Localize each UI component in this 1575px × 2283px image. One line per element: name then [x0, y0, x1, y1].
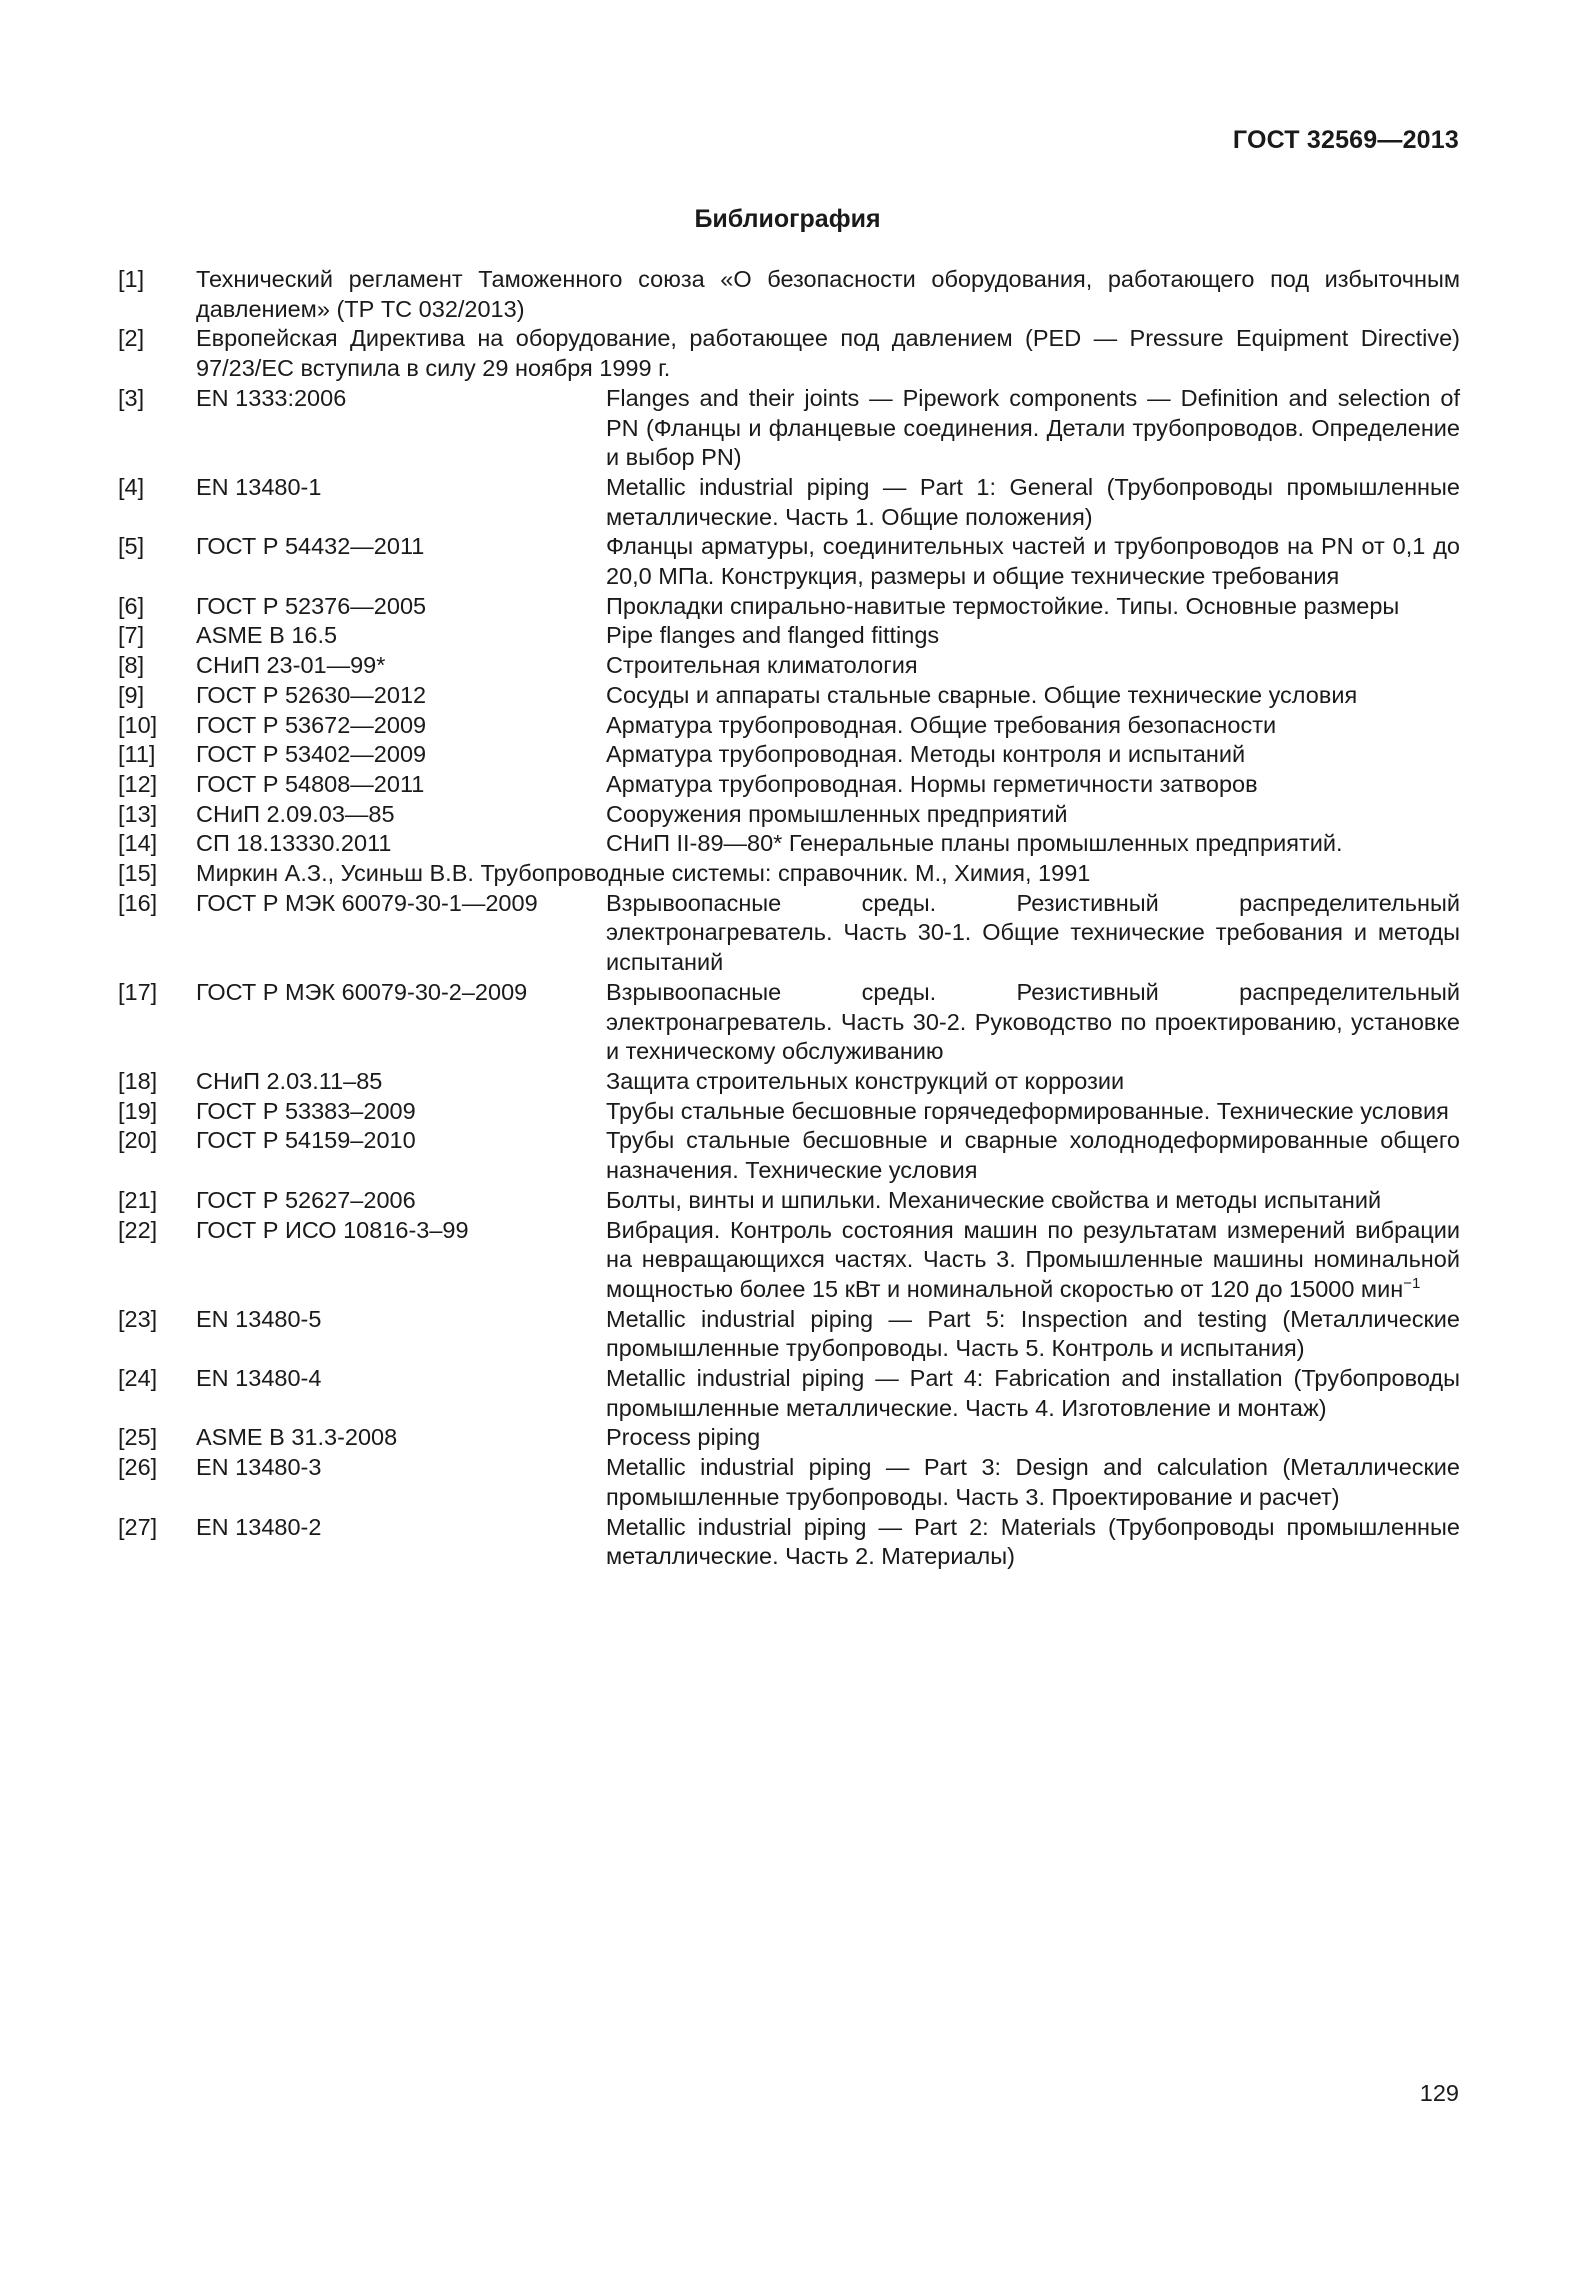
entry-code: СНиП 23-01—99*	[196, 652, 386, 679]
bibliography-entry	[118, 1126, 1460, 1185]
entry-code: СП 18.13330.2011	[196, 830, 392, 857]
entry-text	[606, 711, 1460, 741]
entry-number: [23]	[118, 1305, 158, 1332]
bibliography-entry	[118, 889, 1460, 978]
entry-text-content: Трубы стальные бесшовные горячедеформированные. Технические условия	[606, 1097, 1449, 1124]
entry-number: [16]	[118, 889, 158, 916]
entry-text	[606, 829, 1460, 859]
entry-number: [2]	[118, 325, 145, 352]
entry-code: ГОСТ Р МЭК 60079-30-1—2009	[196, 889, 538, 916]
entry-number: [5]	[118, 533, 145, 560]
entry-text-content: Metallic industrial piping — Part 3: Design and calculation (Металлические промышленные трубопроводы. Часть 3. Проектирование и расчет)	[606, 1454, 1460, 1510]
entry-number: [11]	[118, 741, 156, 768]
entry-text-content: Болты, винты и шпильки. Механические свойства и методы испытаний	[606, 1186, 1382, 1213]
entry-text-content: Фланцы арматуры, соединительных частей и трубопроводов на PN от 0,1 до 20,0 МПа. Конструкция, размеры и общие технические требования	[606, 533, 1460, 590]
bibliography-entry	[118, 1364, 1460, 1423]
entry-number: [3]	[118, 384, 145, 411]
bibliography-entry	[118, 859, 1460, 889]
entry-number: [18]	[118, 1067, 158, 1094]
entry-code: EN 1333:2006	[196, 384, 347, 411]
entry-number: [19]	[118, 1097, 158, 1124]
entry-number: [14]	[118, 830, 158, 857]
entry-code: ГОСТ Р 52376—2005	[196, 592, 427, 619]
entry-text	[606, 740, 1460, 770]
bibliography-entry	[118, 770, 1460, 800]
entry-code: ГОСТ Р 52630—2012	[196, 681, 427, 708]
entry-code: ASME B 31.3-2008	[196, 1424, 398, 1451]
entry-number: [15]	[118, 860, 158, 887]
bibliography-entry	[118, 621, 1460, 651]
entry-text	[606, 1305, 1460, 1364]
entry-text-content: Metallic industrial piping — Part 5: Inspection and testing (Металлические промышленные трубопроводы. Часть 5. Контроль и испытания)	[606, 1305, 1460, 1362]
bibliography-entry	[118, 1216, 1460, 1305]
entry-text	[606, 1453, 1460, 1512]
entry-text	[606, 1126, 1460, 1185]
entry-text	[606, 384, 1460, 473]
entry-text-content: Взрывоопасные среды. Резистивный распределительный электронагреватель. Часть 30-1. Общие технические требования и методы испытаний	[606, 889, 1460, 976]
entry-text-content: Миркин А.З., Усиньш В.В. Трубопроводные системы: справочник. М., Химия, 1991	[196, 860, 1091, 887]
entry-text-content: СНиП II-89—80* Генеральные планы промышленных предприятий.	[606, 830, 1343, 857]
bibliography-entry	[118, 711, 1460, 741]
entry-superscript: −1	[1403, 1275, 1421, 1293]
bibliography-entry	[118, 1097, 1460, 1127]
entry-text	[606, 473, 1460, 532]
entry-text	[606, 532, 1460, 591]
entry-text-content: Сосуды и аппараты стальные сварные. Общие технические условия	[606, 681, 1358, 708]
entry-number: [17]	[118, 978, 158, 1005]
bibliography-entry	[118, 829, 1460, 859]
entry-code: ГОСТ Р 54432—2011	[196, 533, 425, 560]
bibliography-entry	[118, 1305, 1460, 1364]
bibliography-entry	[118, 265, 1460, 324]
entry-number: [21]	[118, 1186, 158, 1213]
entry-text	[606, 1067, 1460, 1097]
entry-number: [12]	[118, 770, 158, 797]
entry-number: [6]	[118, 592, 145, 619]
entry-text	[606, 1423, 1460, 1453]
entry-text	[196, 859, 1460, 889]
bibliography-entry	[118, 1453, 1460, 1512]
entry-text	[606, 621, 1460, 651]
entry-number: [9]	[118, 681, 145, 708]
entry-code: ГОСТ Р ИСО 10816-3–99	[196, 1216, 469, 1243]
entry-text-content: Pipe flanges and flanged fittings	[606, 622, 940, 649]
entry-text-content: Сооружения промышленных предприятий	[606, 800, 1068, 827]
bibliography-entry	[118, 592, 1460, 622]
bibliography-entry	[118, 532, 1460, 591]
entry-text-content: Защита строительных конструкций от коррозии	[606, 1067, 1125, 1094]
entry-code: СНиП 2.03.11–85	[196, 1067, 383, 1094]
entry-text-content: Европейская Директива на оборудование, работающее под давлением (PED — Pressure Equipment Directive) 97/23/EC вступила в силу 29 ноября 1999 г.	[196, 325, 1460, 382]
entry-code: ГОСТ Р 53383–2009	[196, 1097, 416, 1124]
entry-text-content: Вибрация. Контроль состояния машин по результатам измерений вибрации на невращающихся частях. Часть 3. Промышленные машины номинальной мощностью более 15 кВт и номинальной скоростью от 120 до 15000 мин	[606, 1216, 1460, 1302]
entry-code: СНиП 2.09.03—85	[196, 800, 395, 827]
bibliography-entry	[118, 681, 1460, 711]
entry-code: ГОСТ Р 53402—2009	[196, 741, 427, 768]
entry-number: [1]	[118, 266, 145, 292]
entry-code: ГОСТ Р 52627–2006	[196, 1186, 416, 1213]
page-number: 129	[1419, 2080, 1459, 2106]
entry-text	[606, 978, 1460, 1067]
bibliography-entry	[118, 800, 1460, 830]
entry-text-content: Process piping	[606, 1424, 761, 1451]
entry-text-content: Metallic industrial piping — Part 1: General (Трубопроводы промышленные металлические. Часть 1. Общие положения)	[606, 473, 1460, 530]
bibliography-entry	[118, 1513, 1460, 1572]
entry-text	[606, 800, 1460, 830]
entry-text	[196, 324, 1460, 383]
entry-number: [26]	[118, 1454, 158, 1481]
bibliography-entry	[118, 1423, 1460, 1453]
entry-code: EN 13480-4	[196, 1365, 322, 1392]
bibliography-entry	[118, 1186, 1460, 1216]
entry-code: ГОСТ Р МЭК 60079-30-2–2009	[196, 978, 528, 1005]
entry-text-content: Прокладки спирально-навитые термостойкие. Типы. Основные размеры	[606, 592, 1400, 619]
entry-number: [13]	[118, 800, 158, 827]
entry-text-content: Арматура трубопроводная. Нормы герметичности затворов	[606, 770, 1258, 797]
entry-number: [8]	[118, 652, 145, 679]
entry-code: EN 13480-3	[196, 1454, 322, 1481]
entry-text-content: Строительная климатология	[606, 652, 918, 679]
entry-text	[606, 1364, 1460, 1423]
bibliography-entry	[118, 978, 1460, 1067]
entry-text	[196, 265, 1460, 324]
entry-text-content: Flanges and their joints — Pipework components — Definition and selection of PN (Фланцы и фланцевые соединения. Детали трубопроводов. Определение и выбор PN)	[606, 384, 1460, 471]
entry-text	[606, 592, 1460, 622]
entry-text-content: Арматура трубопроводная. Общие требования безопасности	[606, 711, 1277, 738]
entry-code: ГОСТ Р 54159–2010	[196, 1127, 416, 1154]
bibliography-entry	[118, 473, 1460, 532]
entry-text	[606, 651, 1460, 681]
entry-number: [27]	[118, 1513, 158, 1540]
entry-code: ASME B 16.5	[196, 622, 338, 649]
entry-code: EN 13480-1	[196, 473, 322, 500]
entry-text	[606, 1513, 1460, 1572]
entry-text-content: Технический регламент Таможенного союза «О безопасности оборудования, работающего под избыточным давлением» (ТР ТС 032/2013)	[196, 266, 1460, 322]
entry-number: [24]	[118, 1365, 158, 1392]
entry-text	[606, 889, 1460, 978]
bibliography-entry	[118, 651, 1460, 681]
page-title: Библиография	[694, 205, 881, 233]
entry-code: EN 13480-2	[196, 1513, 322, 1540]
entry-text-content: Трубы стальные бесшовные и сварные холоднодеформированные общего назначения. Технические условия	[606, 1127, 1460, 1184]
entry-number: [7]	[118, 622, 145, 649]
entry-number: [10]	[118, 711, 158, 738]
document-id-header: ГОСТ 32569—2013	[1232, 126, 1459, 154]
bibliography-entry	[118, 1067, 1460, 1097]
entry-text-content: Арматура трубопроводная. Методы контроля и испытаний	[606, 741, 1246, 768]
bibliography-entry	[118, 384, 1460, 473]
bibliography-entry	[118, 324, 1460, 383]
entry-text	[606, 1216, 1460, 1305]
entry-code: ГОСТ Р 54808—2011	[196, 770, 425, 797]
entry-text	[606, 770, 1460, 800]
bibliography-entry	[118, 740, 1460, 770]
entry-text-content: Metallic industrial piping — Part 4: Fabrication and installation (Трубопроводы промышленные металлические. Часть 4. Изготовление и монтаж)	[606, 1365, 1460, 1421]
entry-number: [25]	[118, 1424, 158, 1451]
entry-text	[606, 1186, 1460, 1216]
entry-text-content: Взрывоопасные среды. Резистивный распределительный электронагреватель. Часть 30-2. Руководство по проектированию, установке и техническому обслуживанию	[606, 978, 1460, 1065]
entry-number: [20]	[118, 1127, 158, 1154]
entry-text-content: Metallic industrial piping — Part 2: Materials (Трубопроводы промышленные металлические. Часть 2. Материалы)	[606, 1513, 1460, 1570]
entry-code: ГОСТ Р 53672—2009	[196, 711, 427, 738]
entry-code: EN 13480-5	[196, 1305, 322, 1332]
entry-number: [4]	[118, 473, 145, 500]
bibliography-list	[118, 265, 1460, 1572]
entry-text	[606, 1097, 1460, 1127]
entry-number: [22]	[118, 1216, 158, 1243]
entry-text	[606, 681, 1460, 711]
